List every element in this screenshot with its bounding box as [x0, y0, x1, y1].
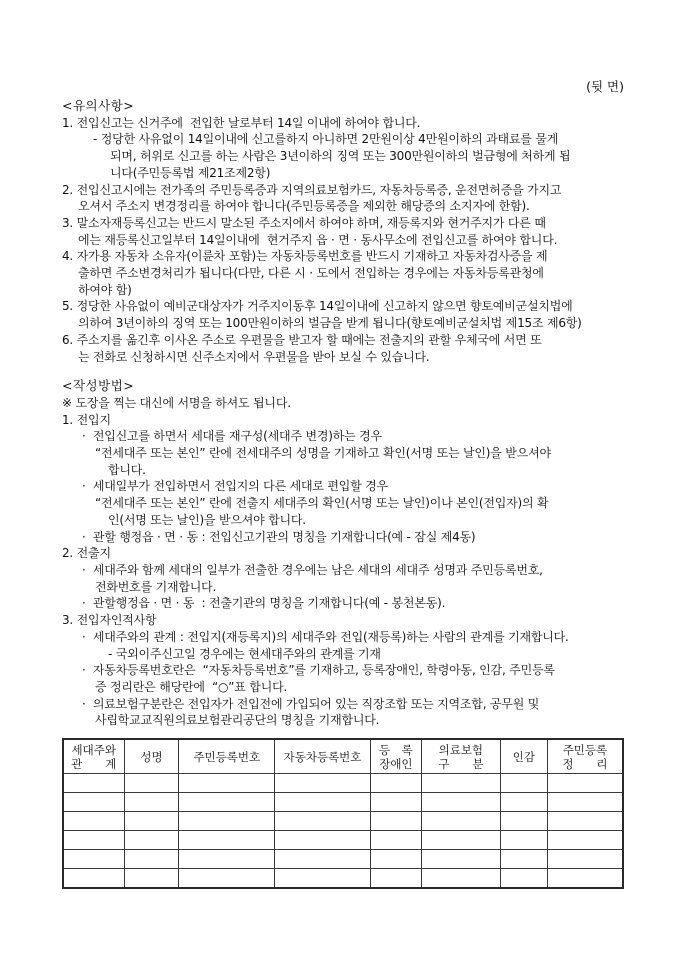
text-line: · 관할 행정읍 · 면 · 동 : 전입신고기관의 명칭을 기재합니다(예 - 잠실 제4동): [82, 529, 476, 544]
text-line: 출하면 주소변경처리가 됩니다(다만, 다른 시 · 도에서 전입하는 경우에는 자동차등록관청에: [78, 266, 544, 281]
table-cell-medical-insurance-type: [421, 793, 500, 812]
text-line: 되며, 허위로 신고를 하는 사람은 3년이하의 징역 또는 300만원이하의 벌금형에 처하게 됩: [110, 149, 571, 164]
notice-section-title: <유의사항>: [62, 98, 135, 113]
column-header-resident-registration-cleanup: [547, 739, 623, 774]
column-header-line: 자동차등록번호: [283, 749, 362, 764]
table-cell-medical-insurance-type: [421, 774, 500, 793]
table-cell-name: [124, 774, 179, 793]
text-line: · 세대주와 함께 세대의 일부가 전출한 경우에는 남은 세대의 세대주 성명과 주민등록번호,: [82, 562, 543, 577]
table-cell-resident-registration-number: [179, 850, 275, 869]
table-cell-resident-registration-cleanup: [547, 812, 623, 831]
table-cell-registered-disabled: [370, 850, 421, 869]
table-row: [63, 831, 623, 850]
text-line: 사립학교교직원의료보험관리공단의 명칭을 기재합니다.: [95, 713, 380, 728]
table-cell-resident-registration-number: [179, 774, 275, 793]
column-header-resident-registration-number: [179, 739, 275, 774]
text-line: 에는 재등록신고일부터 14일이내에 현거주지 읍 · 면 · 동사무소에 전입신고를 하여야 합니다.: [78, 232, 558, 247]
text-line: 니다(주민등록법 제21조제2항): [110, 165, 271, 180]
table-cell-resident-registration-cleanup: [547, 831, 623, 850]
text-line: 1. 전입신고는 신거주에 전입한 날로부터 14일 이내에 하여야 합니다.: [62, 115, 421, 130]
text-line: · 의료보험구분란은 전입자가 전입전에 가입되어 있는 직장조합 또는 지역조합, 공무원 및: [82, 696, 540, 711]
table-cell-registered-disabled: [370, 793, 421, 812]
table-cell-name: [124, 869, 179, 889]
person-details-table: [62, 738, 624, 889]
table-cell-resident-registration-cleanup: [547, 850, 623, 869]
text-line: 는 전화로 신청하시면 신주소지에서 우편물을 받아 보실 수 있습니다.: [78, 349, 430, 364]
text-line: 2. 전입신고시에는 전가족의 주민등록증과 지역의료보험카드, 자동차등록증, 운전면허증을 가지고: [62, 182, 562, 197]
column-header-seal: [500, 739, 547, 774]
text-line: “전세대주 또는 본인” 란에 전출지 세대주의 확인(서명 또는 날인)이나 본인(전입자)의 확: [95, 496, 549, 511]
column-header-line: 인감: [512, 749, 535, 764]
table-cell-resident-registration-number: [179, 812, 275, 831]
table-cell-name: [124, 793, 179, 812]
table-cell-resident-registration-cleanup: [547, 869, 623, 889]
column-header-registered-disabled: [370, 739, 421, 774]
table-cell-relation-to-household-head: [63, 774, 124, 793]
table-cell-registered-disabled: [370, 774, 421, 793]
text-line: 5. 정당한 사유없이 예비군대상자가 거주지이동후 14일이내에 신고하지 않으면 향토예비군설치법에: [62, 299, 573, 314]
table-cell-relation-to-household-head: [63, 793, 124, 812]
column-header-line: 주민등록번호: [193, 749, 261, 764]
text-line: · 세대주와의 관계 : 전입지(재등록지)의 세대주와 전입(재등록)하는 사람의 관계를 기재합니다.: [82, 629, 569, 644]
text-line: 4. 자가용 자동차 소유자(이륜차 포함)는 자동차등록번호를 반드시 기재하고 자동차검사증을 제: [62, 249, 548, 264]
column-header-line: 장애인: [379, 756, 413, 771]
table-cell-vehicle-registration-number: [275, 812, 371, 831]
text-line: 인(서명 또는 날인)을 받으셔야 합니다.: [108, 512, 306, 527]
text-line: 증 정리란은 해당란에 “○”표 합니다.: [95, 679, 288, 694]
table-cell-seal: [500, 812, 547, 831]
text-line: · 전입신고를 하면서 세대를 재구성(세대주 변경)하는 경우: [82, 429, 382, 444]
text-line: · 자동차등록번호란은 “자동차등록번호”를 기재하고, 등록장애인, 학령아동, 인감, 주민등록: [82, 663, 555, 678]
table-cell-vehicle-registration-number: [275, 831, 371, 850]
text-line: 3. 말소자재등록신고는 반드시 말소된 주소지에서 하여야 하며, 재등록지와 현거주지가 다른 때: [62, 215, 546, 230]
table-cell-name: [124, 812, 179, 831]
table-cell-seal: [500, 869, 547, 889]
table-header-row: [63, 739, 623, 774]
table-cell-relation-to-household-head: [63, 831, 124, 850]
table-row: [63, 850, 623, 869]
table-cell-seal: [500, 831, 547, 850]
text-line: 1. 전입지: [62, 412, 111, 427]
table-cell-resident-registration-number: [179, 793, 275, 812]
column-header-medical-insurance-type: [421, 739, 500, 774]
text-line: 6. 주소지를 옮긴후 이사온 주소로 우편물을 받고자 할 때에는 전출지의 관할 우체국에 서면 또: [62, 332, 542, 347]
text-line: ※ 도장을 찍는 대신에 서명을 하셔도 됩니다.: [62, 395, 291, 410]
table-cell-vehicle-registration-number: [275, 774, 371, 793]
table-cell-seal: [500, 793, 547, 812]
table-cell-relation-to-household-head: [63, 812, 124, 831]
text-line: 하여야 함): [78, 282, 132, 297]
guide-lines: [62, 395, 624, 729]
table-cell-vehicle-registration-number: [275, 793, 371, 812]
column-header-relation-to-household-head: [63, 739, 124, 774]
table-cell-registered-disabled: [370, 869, 421, 889]
table-cell-medical-insurance-type: [421, 831, 500, 850]
table-cell-registered-disabled: [370, 812, 421, 831]
column-header-line: 관 계: [71, 756, 117, 771]
text-line: · 세대일부가 전입하면서 전입지의 다른 세대로 편입할 경우: [82, 479, 388, 494]
column-header-line: 구 분: [438, 756, 484, 771]
text-line: - 국외이주신고일 경우에는 현세대주와의 관계를 기재: [108, 646, 381, 661]
table-cell-name: [124, 831, 179, 850]
table-cell-seal: [500, 850, 547, 869]
column-header-line: 의료보험: [438, 742, 484, 757]
table-cell-vehicle-registration-number: [275, 869, 371, 889]
table-cell-medical-insurance-type: [421, 812, 500, 831]
table-cell-relation-to-household-head: [63, 850, 124, 869]
notice-lines: [62, 115, 624, 366]
text-line: 의하여 3년이하의 징역 또는 100만원이하의 벌금을 받게 됩니다(향토예비군설치법 제15조 제6항): [78, 316, 582, 331]
text-line: 2. 전출지: [62, 546, 111, 561]
guide-section-title: <작성방법>: [62, 378, 135, 394]
column-header-line: 주민등록: [562, 742, 608, 757]
column-header-name: [124, 739, 179, 774]
text-line: 전화번호를 기재합니다.: [95, 579, 217, 594]
table-cell-medical-insurance-type: [421, 869, 500, 889]
text-line: “전세대주 또는 본인” 란에 전세대주의 성명을 기재하고 확인(서명 또는 날인)을 받으셔야: [95, 446, 551, 461]
table-cell-registered-disabled: [370, 831, 421, 850]
table-cell-seal: [500, 774, 547, 793]
column-header-line: 세대주와: [71, 742, 116, 757]
column-header-line: 정 리: [562, 756, 608, 771]
text-line: 오셔서 주소지 변경정리를 하여야 합니다(주민등록증을 제외한 해당증의 소지자에 한함).: [78, 199, 530, 214]
column-header-line: 등 록: [379, 742, 413, 757]
table-cell-relation-to-household-head: [63, 869, 124, 889]
text-line: - 정당한 사유없이 14일이내에 신고를하지 아니하면 2만원이상 4만원이하의 과태료를 물게: [93, 132, 559, 147]
table-cell-resident-registration-cleanup: [547, 774, 623, 793]
table-cell-medical-insurance-type: [421, 850, 500, 869]
table-row: [63, 774, 623, 793]
back-side-label: (뒷 면): [586, 79, 624, 94]
table-row: [63, 812, 623, 831]
column-header-vehicle-registration-number: [275, 739, 371, 774]
text-line: 3. 전입자인적사항: [62, 613, 157, 628]
text-line: 합니다.: [108, 462, 146, 477]
table-cell-name: [124, 850, 179, 869]
table-row: [63, 869, 623, 889]
table-row: [63, 793, 623, 812]
table-cell-resident-registration-number: [179, 831, 275, 850]
table-cell-resident-registration-cleanup: [547, 793, 623, 812]
table-cell-vehicle-registration-number: [275, 850, 371, 869]
table-cell-resident-registration-number: [179, 869, 275, 889]
column-header-line: 성명: [140, 749, 163, 764]
text-line: · 관할행정읍 · 면 · 동 : 전출기관의 명칭을 기재합니다(예 - 봉천본동).: [82, 596, 446, 611]
